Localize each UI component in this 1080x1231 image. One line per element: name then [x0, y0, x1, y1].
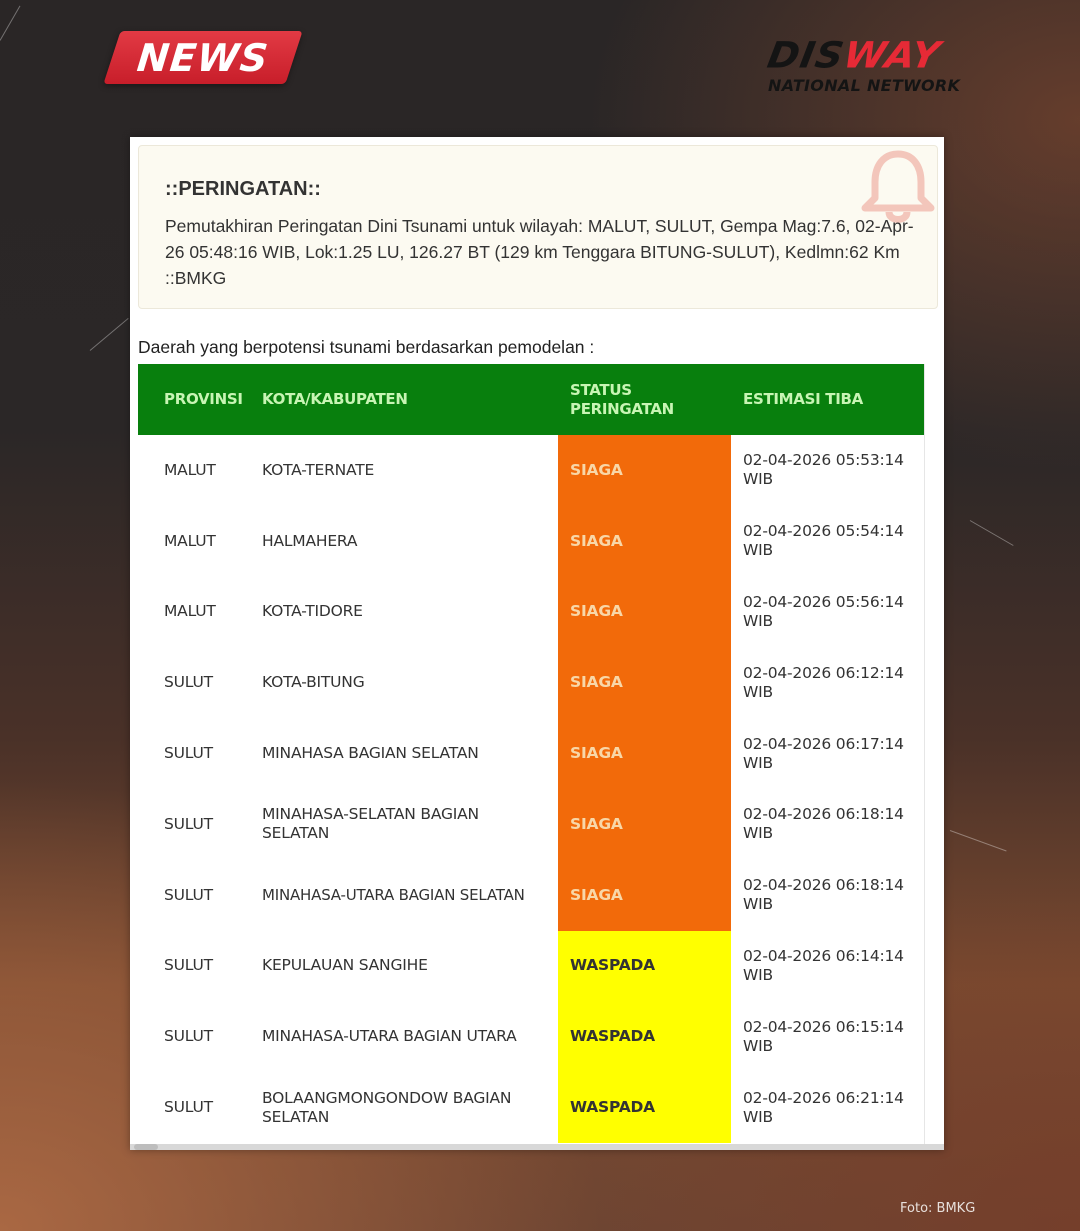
- alert-title: ::PERINGATAN::: [165, 178, 321, 200]
- table-row: [138, 860, 925, 931]
- column-header-status-label: STATUS PERINGATAN: [570, 380, 674, 418]
- cell-estimasi: [731, 435, 925, 506]
- scrollbar-thumb[interactable]: [134, 1144, 158, 1150]
- cell-kota: MINAHASA BAGIAN SELATAN: [262, 744, 479, 763]
- bmkg-screenshot-panel: [130, 137, 944, 1150]
- cell-provinsi: SULUT: [164, 1098, 213, 1117]
- table-row: [138, 789, 925, 860]
- table-row: [138, 1001, 925, 1072]
- cell-kota: KEPULAUAN SANGIHE: [262, 956, 428, 975]
- tsunami-warning-table: [138, 364, 925, 1143]
- cell-estimasi-text: 02-04-2026 06:21:14 WIB: [743, 1088, 904, 1126]
- photo-credit: Foto: BMKG: [900, 1201, 976, 1216]
- table-caption: Daerah yang berpotensi tsunami berdasarkan pemodelan :: [138, 337, 595, 357]
- cell-estimasi-text: 02-04-2026 06:18:14 WIB: [743, 876, 904, 914]
- tsunami-table-container[interactable]: [138, 364, 925, 1147]
- column-header-kota: KOTA/KABUPATEN: [262, 390, 408, 408]
- cell-kota-text: BOLAANGMONGONDOW BAGIAN SELATAN: [262, 1088, 512, 1126]
- cell-estimasi-text: 02-04-2026 05:53:14 WIB: [743, 451, 904, 489]
- table-row: [138, 577, 925, 648]
- cell-estimasi-text: 02-04-2026 05:56:14 WIB: [743, 592, 904, 630]
- disway-wordmark-way: WAY: [840, 34, 944, 76]
- cell-provinsi: SULUT: [164, 885, 213, 904]
- cell-kota: KOTA-TERNATE: [262, 460, 375, 479]
- cell-kota-text: MINAHASA-SELATAN BAGIAN SELATAN: [262, 805, 479, 843]
- cell-status: SIAGA: [558, 435, 731, 506]
- table-row: [138, 718, 925, 789]
- cell-estimasi: [731, 860, 925, 931]
- table-row: [138, 647, 925, 718]
- cell-status: SIAGA: [558, 506, 731, 577]
- table-header-row: [138, 364, 925, 435]
- warning-alert-box: [138, 145, 938, 309]
- cell-kota: KOTA-TIDORE: [262, 602, 363, 621]
- cell-provinsi: MALUT: [164, 531, 216, 550]
- column-header-estimasi: ESTIMASI TIBA: [743, 390, 863, 408]
- cell-provinsi: MALUT: [164, 602, 216, 621]
- cell-estimasi-text: 02-04-2026 06:12:14 WIB: [743, 663, 904, 701]
- horizontal-scrollbar[interactable]: [130, 1144, 944, 1150]
- cell-kota: KOTA-BITUNG: [262, 673, 365, 692]
- background-scratch: [0, 6, 20, 41]
- alert-message: Pemutakhiran Peringatan Dini Tsunami untuk wilayah: MALUT, SULUT, Gempa Mag:7.6, 02-Apr-26 05:48:16 WIB, Lok:1.25 LU, 126.27 BT (129 km Tenggara BITUNG-SULUT), Kedlmn:62 Km ::BMKG: [165, 216, 914, 288]
- cell-status: WASPADA: [558, 931, 731, 1002]
- cell-kota: [262, 1072, 558, 1143]
- cell-provinsi: SULUT: [164, 744, 213, 763]
- disway-logo: [764, 34, 978, 95]
- cell-estimasi-text: 02-04-2026 06:18:14 WIB: [743, 805, 904, 843]
- table-row: [138, 435, 925, 506]
- background-scratch: [90, 318, 129, 351]
- cell-estimasi-text: 02-04-2026 06:15:14 WIB: [743, 1017, 904, 1055]
- cell-status: SIAGA: [558, 577, 731, 648]
- column-header-status: [558, 364, 731, 435]
- cell-kota: [262, 789, 558, 860]
- table-row: [138, 1072, 925, 1143]
- cell-estimasi: [731, 647, 925, 718]
- cell-status: SIAGA: [558, 860, 731, 931]
- table-row: [138, 931, 925, 1002]
- disway-wordmark: [764, 34, 981, 76]
- cell-estimasi-text: 02-04-2026 05:54:14 WIB: [743, 522, 904, 560]
- disway-tagline: NATIONAL NETWORK: [768, 76, 961, 95]
- cell-status: WASPADA: [558, 1072, 731, 1143]
- cell-status: SIAGA: [558, 647, 731, 718]
- cell-kota: HALMAHERA: [262, 531, 358, 550]
- cell-kota: MINAHASA-UTARA BAGIAN SELATAN: [262, 885, 525, 904]
- cell-provinsi: SULUT: [164, 1027, 213, 1046]
- cell-status: SIAGA: [558, 789, 731, 860]
- cell-provinsi: SULUT: [164, 956, 213, 975]
- cell-estimasi: [731, 718, 925, 789]
- cell-estimasi: [731, 577, 925, 648]
- disway-wordmark-dis: DIS: [764, 34, 848, 76]
- cell-kota: MINAHASA-UTARA BAGIAN UTARA: [262, 1027, 517, 1046]
- cell-estimasi: [731, 1001, 925, 1072]
- cell-estimasi-text: 02-04-2026 06:14:14 WIB: [743, 946, 904, 984]
- cell-estimasi: [731, 506, 925, 577]
- cell-status: WASPADA: [558, 1001, 731, 1072]
- cell-estimasi: [731, 789, 925, 860]
- cell-provinsi: SULUT: [164, 673, 213, 692]
- cell-estimasi: [731, 1072, 925, 1143]
- news-badge: NEWS: [135, 35, 271, 80]
- table-row: [138, 506, 925, 577]
- cell-provinsi: MALUT: [164, 460, 216, 479]
- cell-estimasi: [731, 931, 925, 1002]
- column-header-provinsi: PROVINSI: [164, 390, 243, 408]
- background-scratch: [950, 830, 1007, 851]
- cell-provinsi: SULUT: [164, 814, 213, 833]
- cell-status: SIAGA: [558, 718, 731, 789]
- cell-estimasi-text: 02-04-2026 06:17:14 WIB: [743, 734, 904, 772]
- background-scratch: [970, 520, 1014, 546]
